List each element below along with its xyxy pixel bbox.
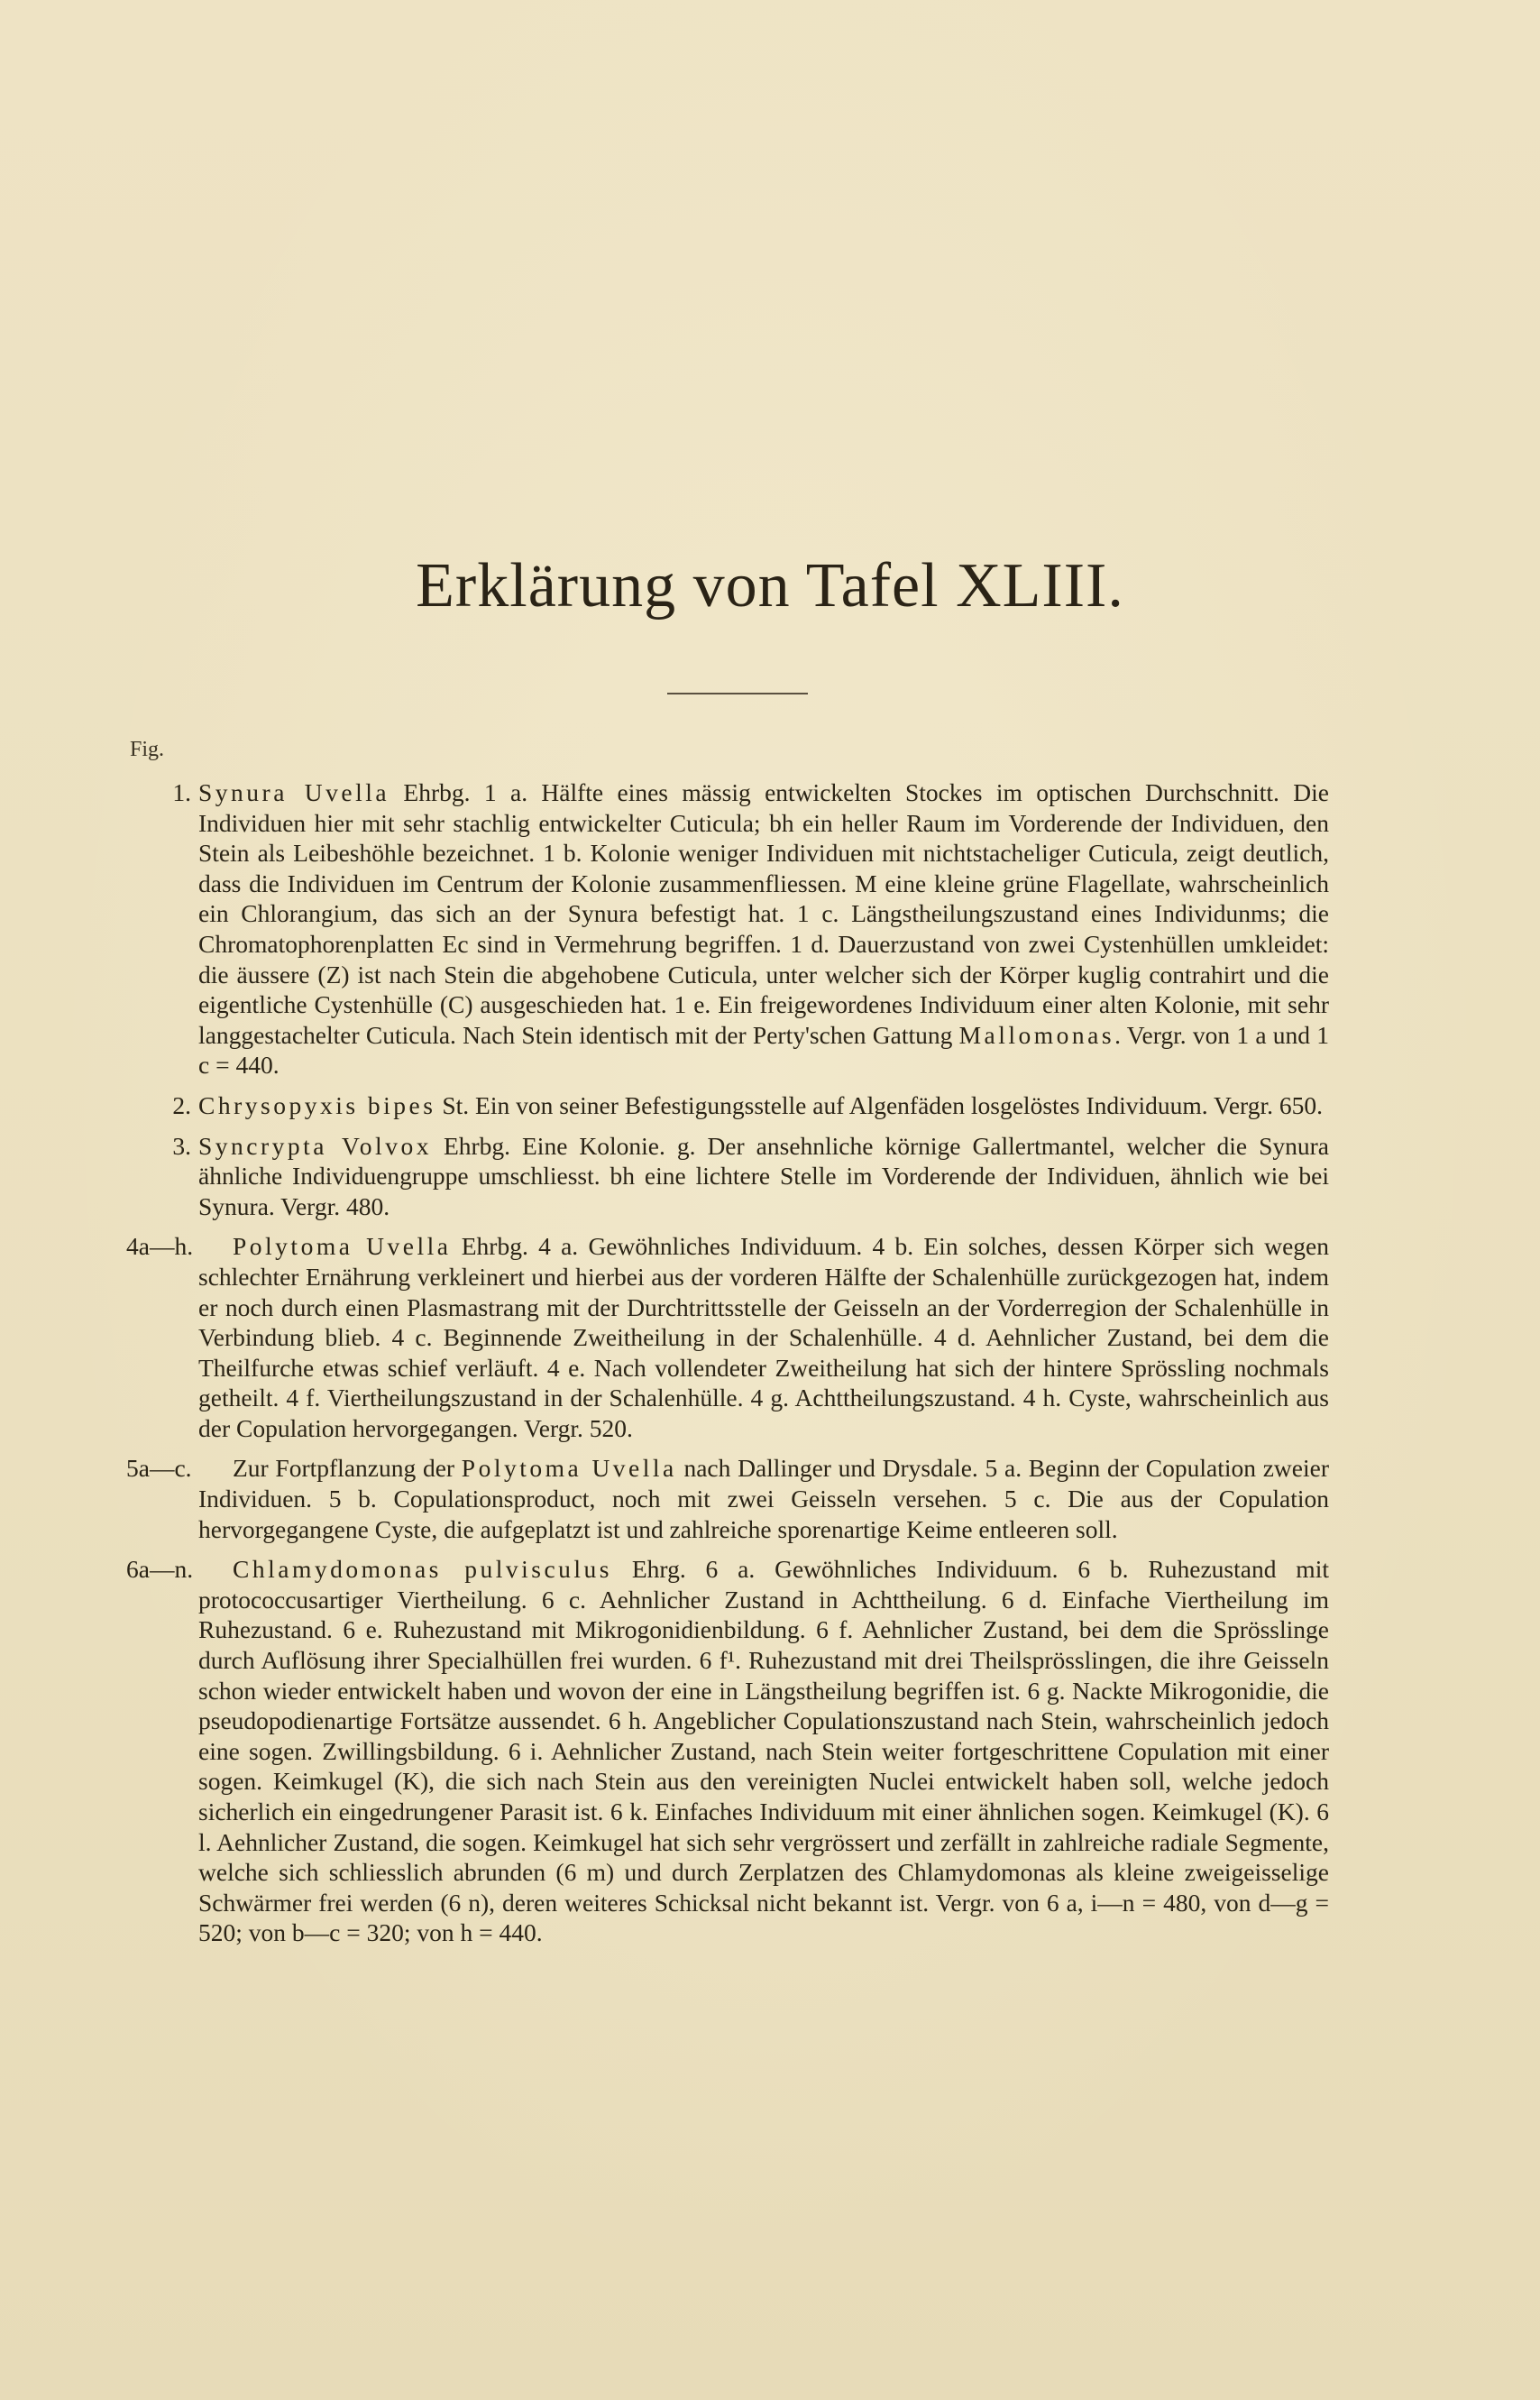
page-title: Erklärung von Tafel XLIII. <box>416 551 1124 621</box>
entry-number: 5a—c. <box>126 1454 192 1483</box>
entry-number: 2. <box>172 1090 191 1119</box>
species-name: Polytoma Uvella <box>233 1232 452 1261</box>
title-divider <box>667 693 808 694</box>
legend-entry <box>126 1231 1329 1443</box>
species-name: Polytoma Uvella <box>461 1454 677 1483</box>
entry-text <box>198 777 1329 1080</box>
legend-entry <box>126 1554 1329 1948</box>
legend-entry <box>160 777 1329 1080</box>
entry-body-tail: nach Dallinger und Drysdale. 5 a. Beginn der Copulation zweier Individuen. 5 b. Copulationsproduct, noch mit zwei Geisseln versehen. 5 c. Die aus der Copulation hervorgegangene Cyste, die aufgeplatzt ist und zahlreiche sporenartige Keime entleeren soll. <box>198 1454 1329 1543</box>
species-name: Chlamydomonas pulvisculus <box>233 1555 613 1584</box>
entry-number: 6a—n. <box>126 1555 194 1584</box>
entry-number: 3. <box>172 1131 191 1160</box>
entry-text <box>198 1090 1329 1121</box>
species-name-secondary: Mallomonas <box>958 1020 1115 1049</box>
entry-body: St. Ein von seiner Befestigungsstelle auf Algenfäden losgelöstes Individuum. Vergr. 650. <box>435 1090 1323 1119</box>
entry-body-tail: . Vergr. von 1 a und 1 c = 440. <box>198 1020 1329 1080</box>
entry-body: Zur Fortpflanzung der <box>233 1454 462 1483</box>
species-name: Chrysopyxis bipes <box>198 1090 436 1119</box>
legend-entry <box>160 1090 1329 1121</box>
entry-text <box>198 1131 1329 1222</box>
entry-body: Ehrg. 6 a. Gewöhnliches Individuum. 6 b. Ruhezustand mit protococcusartiger Viertheilung. 6 c. Aehnlicher Zustand in Achttheilung. 6 d. Einfache Viertheilung im Ruhezustand. 6 e. Ruhezustand mit Mikrogonidienbildung. 6 f. Aehnlicher Zustand, bei dem die Sprösslinge durch Auflösung ihrer Specialhüllen frei wurden. 6 f¹. Ruhezustand mit drei Theilsprösslingen, die ihre Geisseln schon wieder entwickelt haben und wovon der eine in Längstheilung begriffen ist. 6 g. Nackte Mikrogonidie, die pseudopodienartige Fortsätze aussendet. 6 h. Angeblicher Copulationszustand nach Stein, wahrscheinlich jedoch eine sogen. Zwillingsbildung. 6 i. Aehnlicher Zustand, nach Stein weiter fortgeschrittene Copulation mit einer sogen. Keimkugel (K), die sich nach Stein aus den vereinigten Nuclei entwickelt haben soll, welche jedoch sicherlich ein eingedrungener Parasit ist. 6 k. Einfaches Individuum mit einer ähnlichen sogen. Keimkugel (K). 6 l. Aehnlicher Zustand, die sogen. Keimkugel hat sich sehr vergrössert und zerfällt in zahlreiche radiale Segmente, welche sich schliesslich abrunden (6 m) und durch Zerplatzen des Chlamydomonas als kleine zweigeisselige Schwärmer frei werden (6 n), deren weiteres Schicksal nicht bekannt ist. Vergr. von 6 a, i—n = 480, von d—g = 520; von b—c = 320; von h = 440. <box>198 1555 1329 1947</box>
legend-entry <box>126 1453 1329 1544</box>
species-name: Syncrypta Volvox <box>198 1131 432 1160</box>
entry-number: 4a—h. <box>126 1232 194 1261</box>
legend-entry <box>160 1131 1329 1222</box>
figure-legend-list <box>126 777 1329 1958</box>
entry-body: Ehrbg. 1 a. Hälfte eines mässig entwickelten Stockes im optischen Durchschnitt. Die Individuen hier mit sehr stachlig entwickelter Cuticula; bh ein heller Raum im Vorderende der Individuen, den Stein als Leibeshöhle bezeichnet. 1 b. Kolonie weniger Individuen mit nichtstacheliger Cuticula, zeigt deutlich, dass die Individuen im Centrum der Kolonie zusammenfliessen. M eine kleine grüne Flagellate, wahrscheinlich ein Chlorangium, das sich an der Synura befestigt hat. 1 c. Längstheilungszustand eines Individunms; die Chromatophorenplatten Ec sind in Vermehrung begriffen. 1 d. Dauerzustand von zwei Cystenhüllen umkleidet: die äussere (Z) ist nach Stein die abgehobene Cuticula, unter welcher sich der Körper kuglig contrahirt und die eigentliche Cystenhülle (C) ausgeschieden hat. 1 e. Ein freigewordenes Individuum einer alten Kolonie, mit sehr langgestachelter Cuticula. Nach Stein identisch mit der Perty'schen Gattung <box>198 778 1329 1049</box>
entry-text <box>198 1554 1329 1948</box>
entry-text <box>198 1453 1329 1544</box>
entry-body: Ehrbg. 4 a. Gewöhnliches Individuum. 4 b. Ein solches, dessen Körper sich wegen schlechter Ernährung verkleinert und hierbei aus der vorderen Hälfte der Schalenhülle zurückgezogen hat, indem er noch durch einen Plasmastrang mit der Durchtrittsstelle der Geisseln an der Vorderregion der Schalenhülle in Verbindung blieb. 4 c. Beginnende Zweitheilung in der Schalenhülle. 4 d. Aehnlicher Zustand, bei dem die Theilfurche etwas schief verläuft. 4 e. Nach vollendeter Zweitheilung hat sich der hintere Sprössling nochmals getheilt. 4 f. Viertheilungszustand in der Schalenhülle. 4 g. Achttheilungszustand. 4 h. Cyste, wahrscheinlich aus der Copulation hervorgegangen. Vergr. 520. <box>198 1232 1329 1442</box>
species-name: Synura Uvella <box>198 778 390 806</box>
entry-number: 1. <box>172 778 191 806</box>
entry-body: Ehrbg. Eine Kolonie. g. Der ansehnliche körnige Gallertmantel, welcher die Synura ähnliche Individuengruppe umschliesst. bh eine lichtere Stelle im Vorderende der Individuen, ähnlich wie bei Synura. Vergr. 480. <box>198 1131 1329 1220</box>
entry-text <box>198 1231 1329 1443</box>
fig-label: Fig. <box>130 738 165 761</box>
